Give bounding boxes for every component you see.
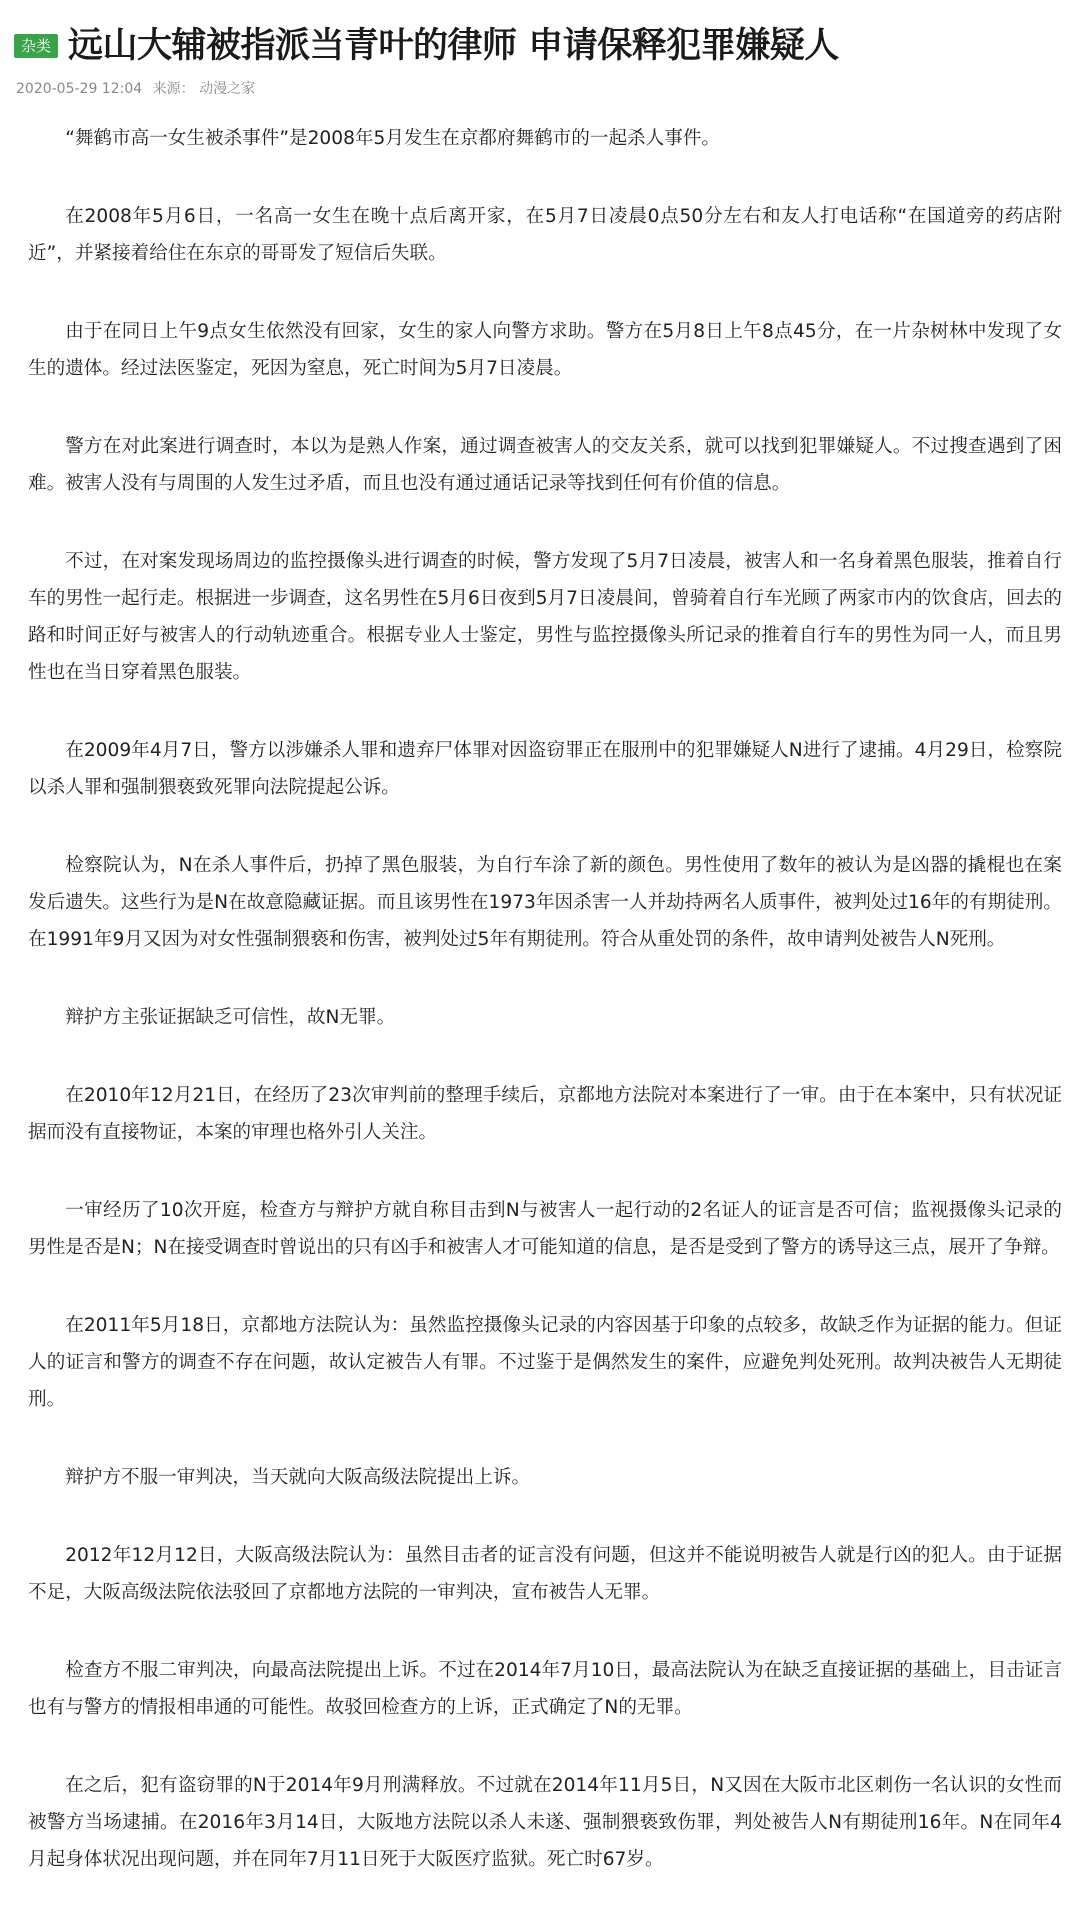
paragraph: “舞鹤市高一女生被杀事件”是2008年5月发生在京都府舞鹤市的一起杀人事件。 <box>65 128 721 149</box>
paragraph: 辩护方主张证据缺乏可信性，故N无罪。 <box>65 1007 396 1028</box>
article-body <box>28 120 1062 1919</box>
article-title: 远山大辅被指派当青叶的律师 申请保释犯罪嫌疑人 <box>68 26 839 66</box>
paragraph: 在2009年4月7日，警方以涉嫌杀人罪和遗弃尸体罪对因盗窃罪正在服刑中的犯罪嫌疑人N进行了逮捕。4月29日，检察院以杀人罪和强制猥亵致死罪向法院提起公诉。 <box>28 740 1062 798</box>
paragraph: 警方在对此案进行调查时，本以为是熟人作案，通过调查被害人的交友关系，就可以找到犯罪嫌疑人。不过搜查遇到了困难。被害人没有与周围的人发生过矛盾，而且也没有通过通话记录等找到任何有价值的信息。 <box>28 436 1062 494</box>
source-label: 来源： <box>152 81 195 97</box>
publish-date: 2020-05-29 12:04 <box>16 81 143 97</box>
article-meta <box>16 78 261 98</box>
paragraph: 一审经历了10次开庭，检查方与辩护方就自称目击到N与被害人一起行动的2名证人的证言是否可信；监视摄像头记录的男性是否是N；N在接受调查时曾说出的只有凶手和被害人才可能知道的信息，是否是受到了警方的诱导这三点，展开了争辩。 <box>28 1200 1062 1258</box>
paragraph: 检查方不服二审判决，向最高法院提出上诉。不过在2014年7月10日，最高法院认为在缺乏直接证据的基础上，目击证言也有与警方的情报相串通的可能性。故驳回检查方的上诉，正式确定了N的无罪。 <box>28 1660 1062 1718</box>
category-badge[interactable]: 杂类 <box>14 34 58 58</box>
paragraph: 不过，在对案发现场周边的监控摄像头进行调查的时候，警方发现了5月7日凌晨，被害人和一名身着黑色服装，推着自行车的男性一起行走。根据进一步调查，这名男性在5月6日夜到5月7日凌晨间，曾骑着自行车光顾了两家市内的饮食店，回去的路和时间正好与被害人的行动轨迹重合。根据专业人士鉴定，男性与监控摄像头所记录的推着自行车的男性为同一人，而且男性也在当日穿着黑色服装。 <box>28 551 1062 683</box>
paragraph: 在2010年12月21日，在经历了23次审判前的整理手续后，京都地方法院对本案进行了一审。由于在本案中，只有状况证据而没有直接物证，本案的审理也格外引人关注。 <box>28 1085 1062 1143</box>
paragraph: 在之后，犯有盗窃罪的N于2014年9月刑满释放。不过就在2014年11月5日，N又因在大阪市北区刺伤一名认识的女性而被警方当场逮捕。在2016年3月14日，大阪地方法院以杀人未遂、强制猥亵致伤罪，判处被告人N有期徒刑16年。N在同年4月起身体状况出现问题，并在同年7月11日死于大阪医疗监狱。死亡时67岁。 <box>28 1775 1062 1870</box>
paragraph: 辩护方不服一审判决，当天就向大阪高级法院提出上诉。 <box>65 1467 531 1488</box>
paragraph: 在2011年5月18日，京都地方法院认为：虽然监控摄像头记录的内容因基于印象的点较多，故缺乏作为证据的能力。但证人的证言和警方的调查不存在问题，故认定被告人有罪。不过鉴于是偶然发生的案件，应避免判处死刑。故判决被告人无期徒刑。 <box>28 1315 1062 1410</box>
source-name[interactable]: 动漫之家 <box>199 81 256 97</box>
paragraph: 在2008年5月6日，一名高一女生在晚十点后离开家，在5月7日凌晨0点50分左右和友人打电话称“在国道旁的药店附近”，并紧接着给住在东京的哥哥发了短信后失联。 <box>28 206 1062 264</box>
paragraph: 2012年12月12日，大阪高级法院认为：虽然目击者的证言没有问题，但这并不能说明被告人就是行凶的犯人。由于证据不足，大阪高级法院依法驳回了京都地方法院的一审判决，宣布被告人无罪。 <box>28 1545 1062 1603</box>
paragraph: 由于在同日上午9点女生依然没有回家，女生的家人向警方求助。警方在5月8日上午8点45分，在一片杂树林中发现了女生的遗体。经过法医鉴定，死因为窒息，死亡时间为5月7日凌晨。 <box>28 321 1062 379</box>
paragraph: 检察院认为，N在杀人事件后，扔掉了黑色服装，为自行车涂了新的颜色。男性使用了数年的被认为是凶器的撬棍也在案发后遗失。这些行为是N在故意隐藏证据。而且该男性在1973年因杀害一人并劫持两名人质事件，被判处过16年的有期徒刑。在1991年9月又因为对女性强制猥亵和伤害，被判处过5年有期徒刑。符合从重处罚的条件，故申请判处被告人N死刑。 <box>28 855 1062 950</box>
article-header <box>14 24 1064 68</box>
